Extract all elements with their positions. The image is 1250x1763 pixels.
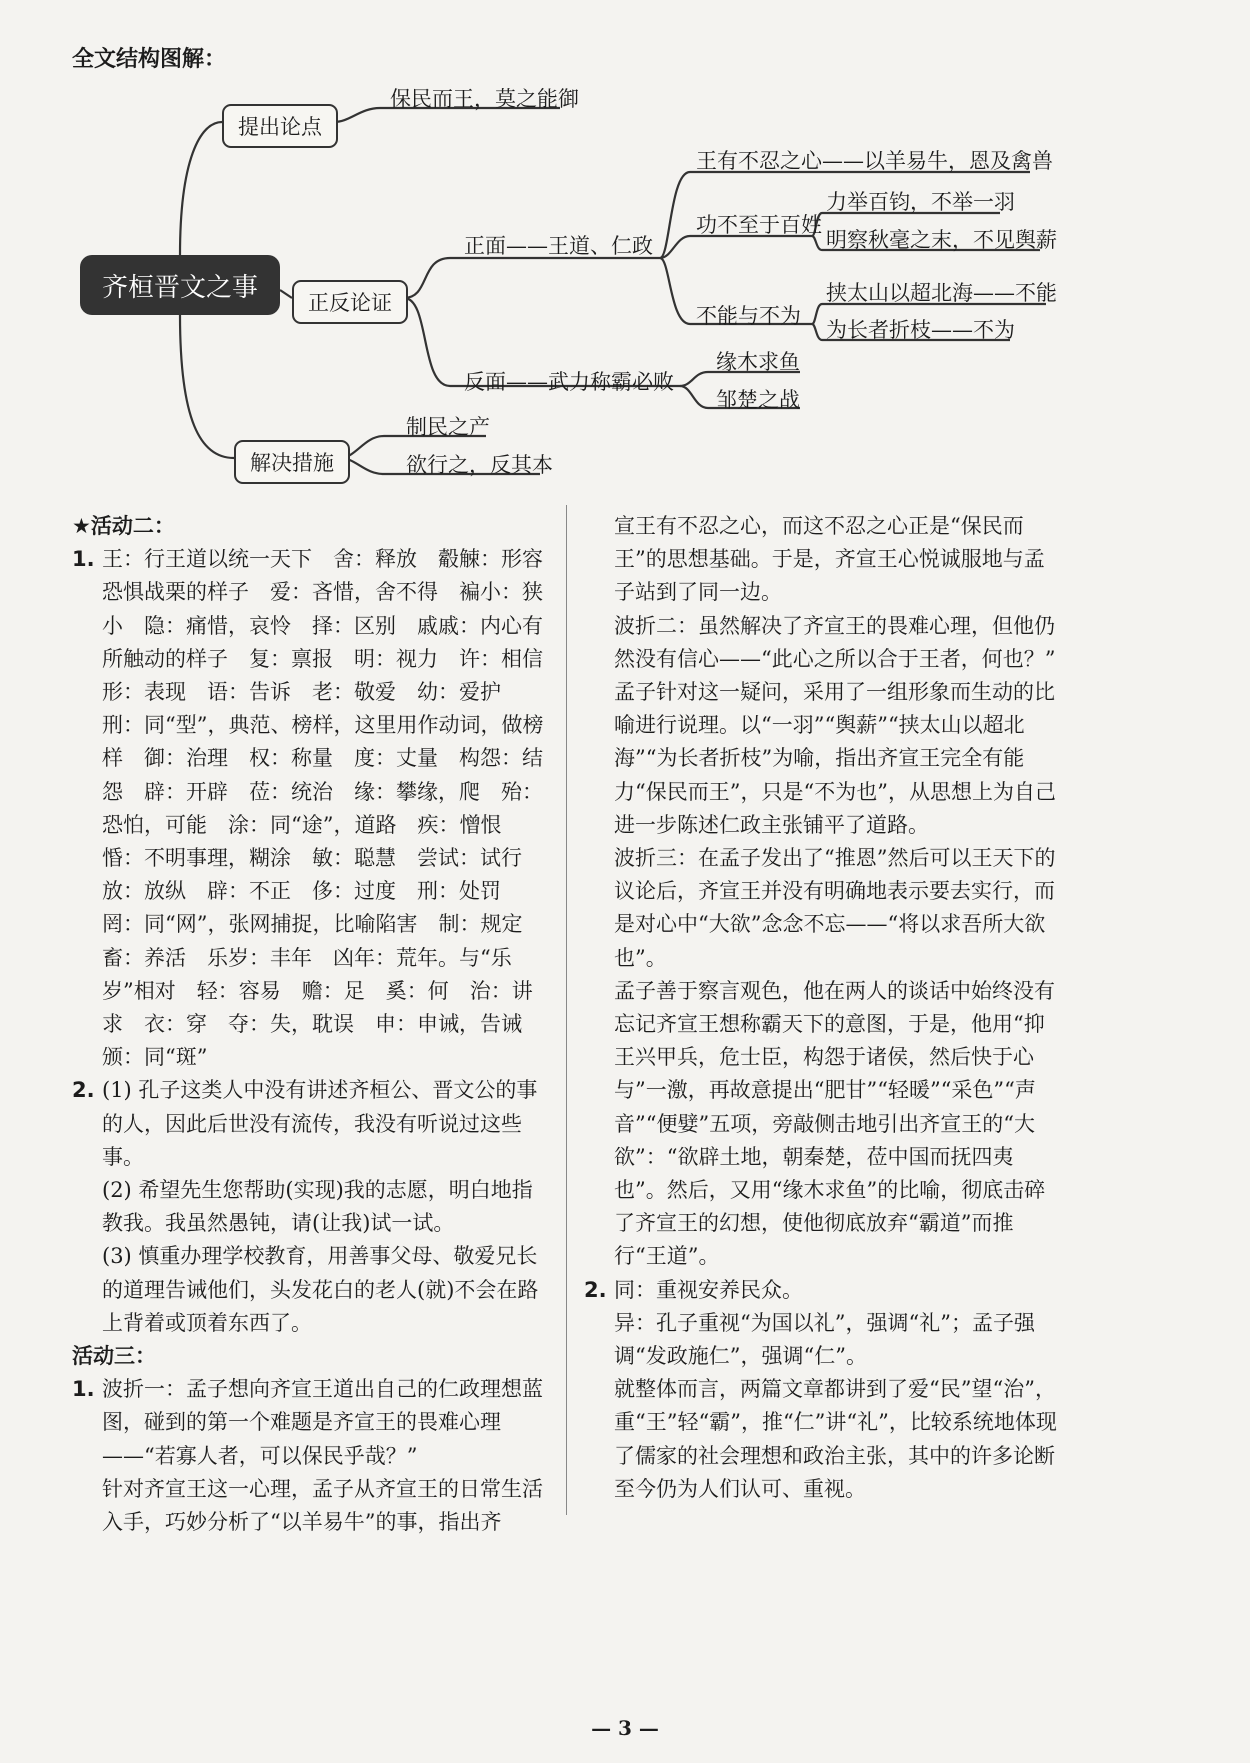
mindmap-root: 齐桓晋文之事	[80, 255, 280, 315]
activity-three-heading: 活动三：	[72, 1344, 156, 1369]
twist-one: 波折一：孟子想向齐宣王道出自己的仁政理想蓝图，碰到的第一个难题是齐宣王的畏难心理——“若寡人者，可以保民乎哉？”	[102, 1377, 543, 1468]
column-divider	[566, 505, 567, 1515]
answer-1	[72, 543, 564, 1074]
answer-number: 1.	[72, 1377, 95, 1402]
negative-point-2: 邹楚之战	[716, 388, 800, 412]
branch-thesis: 提出论点	[222, 104, 338, 148]
thesis-leaf: 保民而王，莫之能御	[390, 87, 579, 111]
translation-2: (2) 希望先生您帮助(实现)我的志愿，明白地指教我。我虽然愚钝，请(让我)试一试。	[102, 1178, 533, 1236]
answer-number: 2.	[584, 1277, 607, 1302]
twist-one-continued: 宣王有不忍之心，而这不忍之心正是“保民而王”的思想基础。于是，齐宣王心悦诚服地与孟子站到了同一边。	[614, 514, 1045, 605]
branch-argument: 正反论证	[292, 280, 408, 324]
twist-three: 波折三：在孟子发出了“推恩”然后可以王天下的议论后，齐宣王并没有明确地表示要去实行，而是对心中“大欲”念念不忘——“将以求吾所大欲也”。	[614, 846, 1056, 970]
left-column	[72, 510, 564, 1539]
positive-point-3a: 挟太山以超北海——不能	[826, 281, 1057, 305]
answer-2	[72, 1074, 544, 1174]
branch-solution: 解决措施	[234, 440, 350, 484]
same-point: 同：重视安养民众。	[614, 1277, 803, 1302]
answer-2-same	[584, 1274, 1058, 1307]
twist-three-analysis: 孟子善于察言观色，他在两人的谈话中始终没有忘记齐宣王想称霸天下的意图，于是，他用“抑王兴甲兵，危士臣，构怨于诸侯，然后快于心与”一激，再故意提出“肥甘”“轻暖”“采色”“声音”“便嬖”五项，旁敲侧击地引出齐宣王的“大欲”：“欲辟土地，朝秦楚，莅中国而抚四夷也”。然后，又用“缘木求鱼”的比喻，彻底击碎了齐宣王的幻想，使他彻底放弃“霸道”而推行“王道”。	[614, 978, 1055, 1269]
positive-point-3b: 为长者折枝——不为	[826, 318, 1015, 342]
negative-argument: 反面——武力称霸必败	[464, 370, 674, 394]
twist-two: 波折二：虽然解决了齐宣王的畏难心理，但他仍然没有信心——“此心之所以合于王者，何也？”	[614, 613, 1056, 671]
page-number: — 3 —	[591, 1716, 659, 1740]
positive-point-3: 不能与不为	[696, 304, 801, 328]
answer-2-different: 异：孔子重视“为国以礼”，强调“礼”；孟子强调“发政施仁”，强调“仁”。	[614, 1310, 1035, 1369]
answer-2-summary: 就整体而言，两篇文章都讲到了爱“民”望“治”，重“王”轻“霸”，推“仁”讲“礼”，比较系统地体现了儒家的社会理想和政治主张，其中的许多论断至今仍为人们认可、重视。	[614, 1377, 1057, 1501]
section-heading: 全文结构图解：	[72, 47, 227, 72]
negative-point-1: 缘木求鱼	[716, 350, 800, 374]
positive-point-1: 王有不忍之心——以羊易牛，恩及禽兽	[696, 149, 1053, 173]
answer-number: 1.	[72, 547, 95, 572]
twist-one-analysis: 针对齐宣王这一心理，孟子从齐宣王的日常生活入手，巧妙分析了“以羊易牛”的事，指出齐	[102, 1476, 543, 1535]
positive-point-2a: 力举百钧，不举一羽	[826, 190, 1015, 214]
solution-point-2: 欲行之，反其本	[406, 453, 553, 477]
word-glossary: 王：行王道以统一天下 舍：释放 觳觫：形容恐惧战栗的样子 爱：吝惜，舍不得 褊小：狭小 隐：痛惜，哀怜 择：区别 戚戚：内心有所触动的样子 复：禀报 明：视力 许：相信 形：表现 语：告诉 老：敬爱 幼：爱护 刑：同“型”，典范、榜样，这里用作动词，做榜样 御：治理 权：称量 度：丈量 构怨：结怨 辟：开辟 莅：统治 缘：攀缘，爬 殆：恐怕，可能 涂：同“途”，道路 疾：憎恨 惛：不明事理，糊涂 敏：聪慧 尝试：试行 放：放纵 辟：不正 侈：过度 刑：处罚 罔：同“网”，张网捕捉，比喻陷害 制：规定 畜：养活 乐岁：丰年 凶年：荒年。与“乐岁”相对 轻：容易 赡：足 奚：何 治：讲求 衣：穿 夺：失，耽误 申：申诫，告诫 颁：同“斑”	[102, 547, 564, 1070]
right-column	[584, 510, 1058, 1506]
positive-point-2: 功不至于百姓	[696, 213, 822, 237]
positive-argument: 正面——王道、仁政	[464, 234, 653, 258]
activity-two-heading: ★活动二：	[72, 514, 175, 538]
twist-two-analysis: 孟子针对这一疑问，采用了一组形象而生动的比喻进行说理。以“一羽”“舆薪”“挟太山以超北海”“为长者折枝”为喻，指出齐宣王完全有能力“保民而王”，只是“不为也”，从思想上为自己进一步陈述仁政主张铺平了道路。	[614, 680, 1056, 837]
solution-point-1: 制民之产	[406, 415, 490, 439]
translation-1: (1) 孔子这类人中没有讲述齐桓公、晋文公的事的人，因此后世没有流传，我没有听说过这些事。	[102, 1078, 538, 1169]
positive-point-2b: 明察秋毫之末，不见舆薪	[826, 228, 1057, 252]
answer-3	[72, 1373, 544, 1473]
translation-3: (3) 慎重办理学校教育，用善事父母、敬爱兄长的道理告诫他们，头发花白的老人(就)不会在路上背着或顶着东西了。	[102, 1244, 539, 1335]
answer-number: 2.	[72, 1078, 95, 1103]
